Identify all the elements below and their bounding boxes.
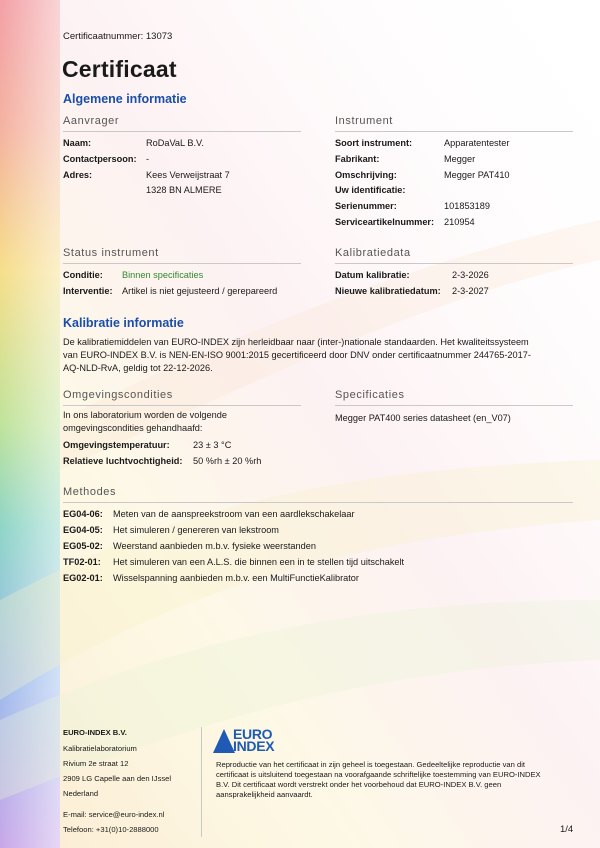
footer-divider <box>201 727 202 837</box>
footer-email[interactable]: E-mail: service@euro-index.nl <box>63 810 165 819</box>
logo-triangle-icon <box>213 729 235 753</box>
logo-text-top: EURO <box>233 726 273 742</box>
method-description: Wisselspanning aanbieden m.b.v. een MultiFunctieKalibrator <box>113 573 359 583</box>
method-description: Weerstand aanbieden m.b.v. fysieke weerstanden <box>113 541 316 551</box>
footer-notice-line-4: aansprakelijkheid aanvaardt. <box>216 790 313 799</box>
environment-heading: Omgevingscondities <box>63 389 173 401</box>
address-label: Adres: <box>63 170 93 180</box>
calibration-dates-divider <box>335 263 573 264</box>
environment-intro-line-1: In ons laboratorium worden de volgende <box>63 410 227 420</box>
temperature-label: Omgevingstemperatuur: <box>63 440 170 450</box>
environment-intro-line-2: omgevingscondities gehandhaafd: <box>63 423 203 433</box>
new-calibration-date-value: 2-3-2027 <box>452 286 489 296</box>
name-value: RoDaVaL B.V. <box>146 138 204 148</box>
methods-heading: Methodes <box>63 486 117 498</box>
calibration-info-heading: Kalibratie informatie <box>63 316 184 330</box>
name-label: Naam: <box>63 138 92 148</box>
method-description: Het simuleren van een A.L.S. die binnen een in te stellen tijd uitschakelt <box>113 557 405 567</box>
specifications-value: Megger PAT400 series datasheet (en_V07) <box>335 413 511 423</box>
status-divider <box>63 263 301 264</box>
requester-heading: Aanvrager <box>63 115 120 127</box>
calibration-paragraph-line-2: van EURO-INDEX B.V. is NEN-EN-ISO 9001:2015 gecertificeerd door DNV onder certificaatnummer 244765-2017- <box>63 350 531 360</box>
method-description: Het simuleren / genereren van lekstroom <box>113 525 279 535</box>
contact-label: Contactpersoon: <box>63 154 137 164</box>
instrument-type-value: Apparatentester <box>444 138 510 148</box>
manufacturer-label: Fabrikant: <box>335 154 380 164</box>
method-description: Meten van de aanspreekstroom van een aardlekschakelaar <box>113 509 355 519</box>
new-calibration-date-label: Nieuwe kalibratiedatum: <box>335 286 441 296</box>
condition-value: Binnen specificaties <box>122 270 204 280</box>
address-line-2: 1328 BN ALMERE <box>146 185 222 195</box>
description-value: Megger PAT410 <box>444 170 510 180</box>
calibration-paragraph-line-1: De kalibratiemiddelen van EURO-INDEX zijn herleidbaar naar (inter-)nationale standaarden. Het kwaliteitssysteem <box>63 337 529 347</box>
description-label: Omschrijving: <box>335 170 397 180</box>
page-number: 1/4 <box>560 824 574 835</box>
serial-label: Serienummer: <box>335 201 397 211</box>
instrument-divider <box>335 131 573 132</box>
method-code: EG02-01: <box>63 573 103 583</box>
intervention-label: Interventie: <box>63 286 113 296</box>
page-title: Certificaat <box>62 56 177 82</box>
condition-label: Conditie: <box>63 270 103 280</box>
footer-notice-line-1: Reproductie van het certificaat in zijn geheel is toegestaan. Gedeeltelijke reproductie van dit <box>216 760 525 769</box>
temperature-value: 23 ± 3 °C <box>193 440 232 450</box>
requester-divider <box>63 131 301 132</box>
footer-address-line-1: Kalibratielaboratorium <box>63 744 137 753</box>
contact-value: - <box>146 154 150 164</box>
footer-company-name: EURO-INDEX B.V. <box>63 728 127 737</box>
manufacturer-value: Megger <box>444 154 476 164</box>
footer-address-line-3: 2909 LG Capelle aan den IJssel <box>63 774 172 783</box>
instrument-heading: Instrument <box>335 115 393 127</box>
intervention-value: Artikel is niet gejusteerd / gerepareerd <box>122 286 278 296</box>
calibration-date-value: 2-3-2026 <box>452 270 489 280</box>
logo-text-bottom: INDEX <box>233 738 275 754</box>
specifications-heading: Specificaties <box>335 389 405 401</box>
calibration-dates-heading: Kalibratiedata <box>335 247 411 259</box>
environment-divider <box>63 405 301 406</box>
footer-notice-line-2: certificaat is uitsluitend toegestaan na voorafgaande schriftelijke toestemming van EURO-INDEX <box>216 770 541 779</box>
method-code: EG05-02: <box>63 541 103 551</box>
serial-value: 101853189 <box>444 201 490 211</box>
footer-address-line-4: Nederland <box>63 789 99 798</box>
footer-phone: Telefoon: +31(0)10-2888000 <box>63 825 159 834</box>
methods-divider <box>63 502 573 503</box>
humidity-value: 50 %rh ± 20 %rh <box>193 456 262 466</box>
status-heading: Status instrument <box>63 247 159 259</box>
euro-index-logo <box>213 727 285 755</box>
footer-notice-line-3: B.V. Dit certificaat wordt verstrekt onder het voorbehoud dat EURO-INDEX B.V. geen <box>216 780 502 789</box>
certificate-number: Certificaatnummer: 13073 <box>63 31 173 42</box>
method-code: EG04-05: <box>63 525 103 535</box>
footer-address-line-2: Rivium 2e straat 12 <box>63 759 129 768</box>
instrument-type-label: Soort instrument: <box>335 138 413 148</box>
address-line-1: Kees Verweijstraat 7 <box>146 170 230 180</box>
your-id-label: Uw identificatie: <box>335 185 406 195</box>
method-code: EG04-06: <box>63 509 103 519</box>
specifications-divider <box>335 405 573 406</box>
general-info-heading: Algemene informatie <box>63 92 187 106</box>
service-article-label: Serviceartikelnummer: <box>335 217 435 227</box>
service-article-value: 210954 <box>444 217 475 227</box>
humidity-label: Relatieve luchtvochtigheid: <box>63 456 183 466</box>
method-code: TF02-01: <box>63 557 101 567</box>
calibration-date-label: Datum kalibratie: <box>335 270 410 280</box>
calibration-paragraph-line-3: AQ-NLD-RvA, geldig tot 22-12-2026. <box>63 363 213 373</box>
